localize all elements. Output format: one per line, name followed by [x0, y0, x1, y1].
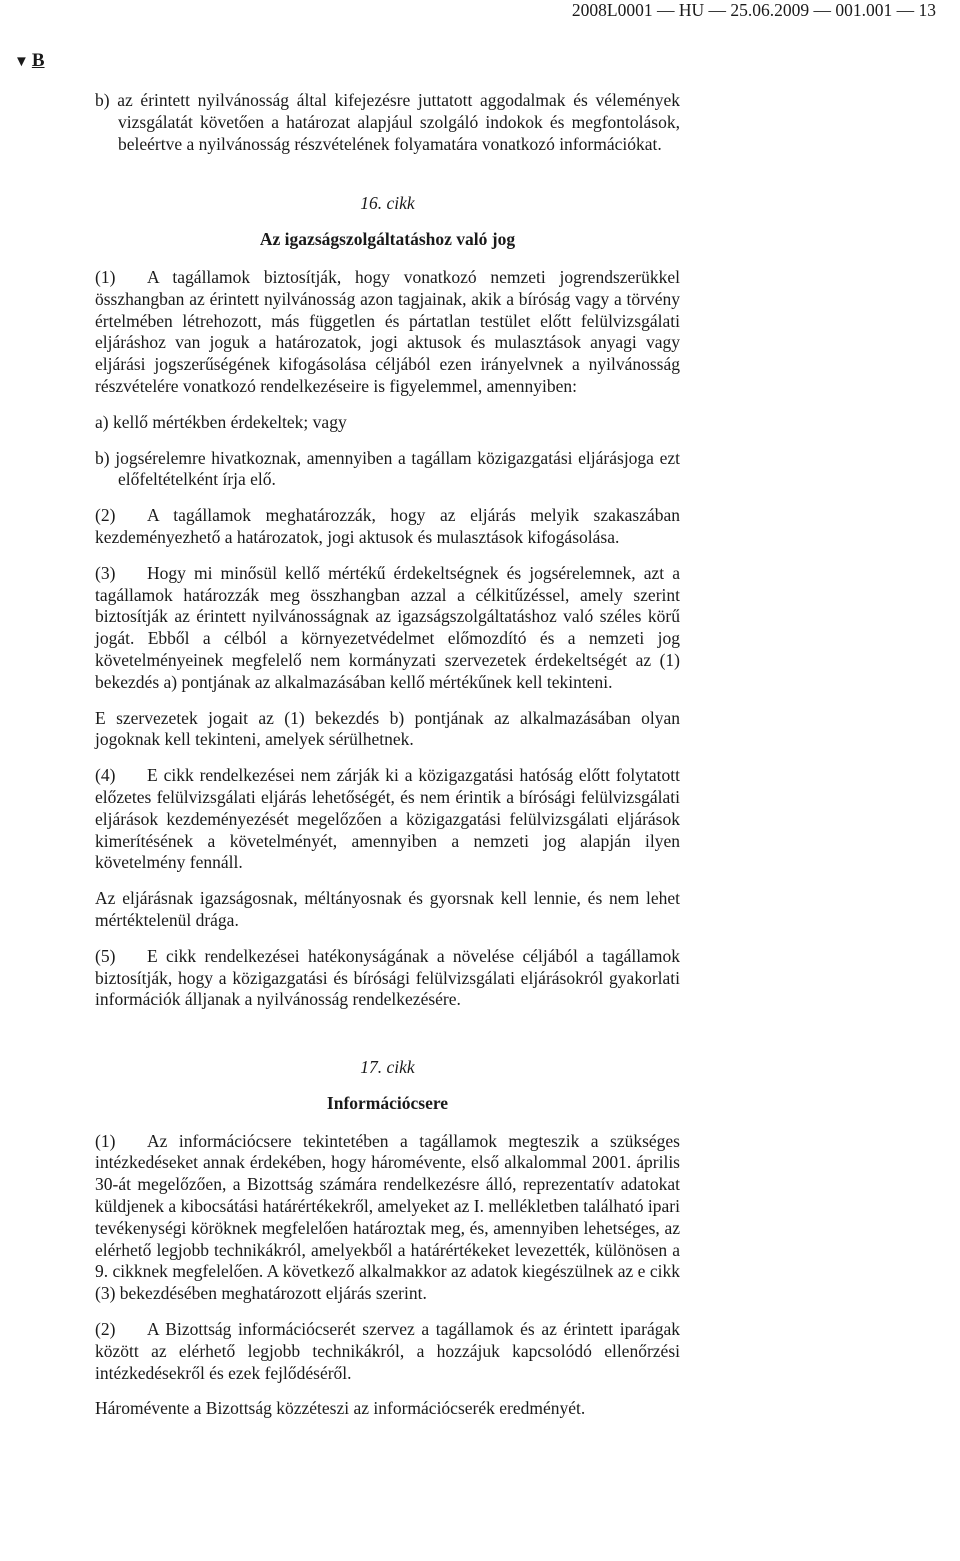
article-17-paragraph-2	[95, 1319, 680, 1384]
paragraph-number: (1)	[95, 266, 116, 287]
consolidation-marker	[14, 50, 45, 74]
paragraph-text: Az információcsere tekintetében a tagállamok megteszik a szükséges intézkedéseket annak érdekében, hogy háromévente, első alkalommal 2001. április 30-át megelőzően, a Bizottság számára rendelkezésre álló, reprezentatív adatokat küldjenek a kibocsátási határértékekről, amelyeket az I. mellékletben található ipari tevékenységi köröknek megfelelően határoztak meg, és, amennyiben lehetséges, az elérhető legjobb technikákról, amelyekből a határértékeket levezették, különösen a 9. cikknek megfelelően. A következő alkalmakkor az adatok kiegészülnek az e cikk (3) bekezdésében meghatározott eljárás szerint.	[95, 1130, 680, 1304]
paragraph-text: A Bizottság információcserét szervez a tagállamok és az érintett iparágak között az elérhető legjobb technikákról, a hozzájuk kapcsolódó ellenőrzési intézkedésekről és ezek fejlődéséről.	[95, 1319, 680, 1383]
article-17-paragraph-2-continued: Háromévente a Bizottság közzéteszi az információcserék eredményét.	[95, 1398, 586, 1419]
article-16-number: 16. cikk	[360, 193, 415, 214]
article-16-title: Az igazságszolgáltatáshoz való jog	[259, 229, 516, 250]
running-header: 2008L0001 — HU — 25.06.2009 — 001.001 — 13	[571, 0, 936, 20]
marker-code: B	[31, 50, 45, 71]
article-17-number: 17. cikk	[360, 1057, 415, 1078]
paragraph-text: Hogy mi minősül kellő mértékű érdekeltségnek és jogsérelemnek, azt a tagállamok határozzák meg összhangban azzal a célkitűzéssel, amely szerint biztosítják az érintett nyilvánosságnak az igazságszolgáltatáshoz való széles körű jogát. Ebből a célból a környezetvédelmet előmozdító és a nemzeti jog követelményeinek megfelelő nem kormányzati szervezetek érdekeltségét az (1) bekezdés a) pontjának az alkalmazásában kellő mértékűnek kell tekinteni.	[95, 562, 680, 692]
paragraph-text: A tagállamok biztosítják, hogy vonatkozó nemzeti jogrendszerükkel összhangban az érintett nyilvánosság azon tagjainak, akik a bíróság vagy a törvény értelmében létrehozott, más független és pártatlan testület előtt felülvizsgálati eljáráshoz van joguk a határozatok, jogi aktusok és mulasztások anyagi vagy eljárási jogszerűségének kifogásolása céljából ezen irányelvnek a nyilvánosság részvételére vonatkozó rendelkezéseire is figyelemmel, amennyiben:	[95, 266, 680, 396]
paragraph-number: (1)	[95, 1130, 116, 1151]
paragraph-number: (2)	[95, 1319, 116, 1340]
article-16	[95, 193, 680, 1011]
paragraph-number: (3)	[95, 562, 116, 583]
article-16-paragraph-5	[95, 946, 680, 1011]
paragraph-text: A tagállamok meghatározzák, hogy az eljárás melyik szakaszában kezdeményezhető a határozatok, jogi aktusok és mulasztások kifogásolása.	[95, 505, 680, 547]
paragraph-text: E cikk rendelkezései nem zárják ki a közigazgatási hatóság előtt folytatott előzetes felülvizsgálati eljárás lehetőségét, és nem érintik a bírósági felülvizsgálati eljárások kezdeményezését megelőzően a közigazgatási felülvizsgálati eljárások kimerítésének a követelményét, amennyiben a nemzeti jog alapján ilyen követelmény fennáll.	[95, 765, 680, 873]
paragraph-number: (4)	[95, 765, 116, 786]
article-16-paragraph-2	[95, 505, 680, 549]
article-16-paragraph-1	[95, 267, 680, 398]
article-17	[95, 1057, 680, 1420]
triangle-down-icon: ▼	[14, 54, 29, 70]
article-17-paragraph-1	[95, 1131, 680, 1305]
article-16-paragraph-4	[95, 765, 680, 874]
intro-item-b: b) az érintett nyilvánosság által kifejezésre juttatott aggodalmak és vélemények vizsgálatát követően a határozat alapjául szolgáló indokok és megfontolások, beleértve a nyilvánosság részvételének folyamatára vonatkozó információkat.	[95, 90, 680, 154]
paragraph-text: E cikk rendelkezései hatékonyságának a növelése céljából a tagállamok biztosítják, hogy a közigazgatási és bírósági felülvizsgálati eljárásokról gyakorlati információk álljanak a nyilvánosság rendelkezésére.	[95, 945, 680, 1010]
article-17-title: Információcsere	[326, 1092, 449, 1113]
article-16-item-b: b) jogsérelemre hivatkoznak, amennyiben a tagállam közigazgatási eljárásjoga ezt előfeltételként írja elő.	[95, 447, 680, 490]
article-16-item-a: a) kellő mértékben érdekeltek; vagy	[95, 411, 347, 432]
article-16-paragraph-3-continued: E szervezetek jogait az (1) bekezdés b) pontjának az alkalmazásában olyan jogoknak kell tekinteni, amelyek sérülhetnek.	[95, 707, 680, 750]
article-16-paragraph-4-continued: Az eljárásnak igazságosnak, méltányosnak és gyorsnak kell lennie, és nem lehet mértéktelenül drága.	[95, 888, 680, 930]
document-body	[95, 90, 680, 1434]
paragraph-number: (2)	[95, 505, 116, 526]
paragraph-number: (5)	[95, 945, 116, 966]
article-16-paragraph-3	[95, 563, 680, 694]
